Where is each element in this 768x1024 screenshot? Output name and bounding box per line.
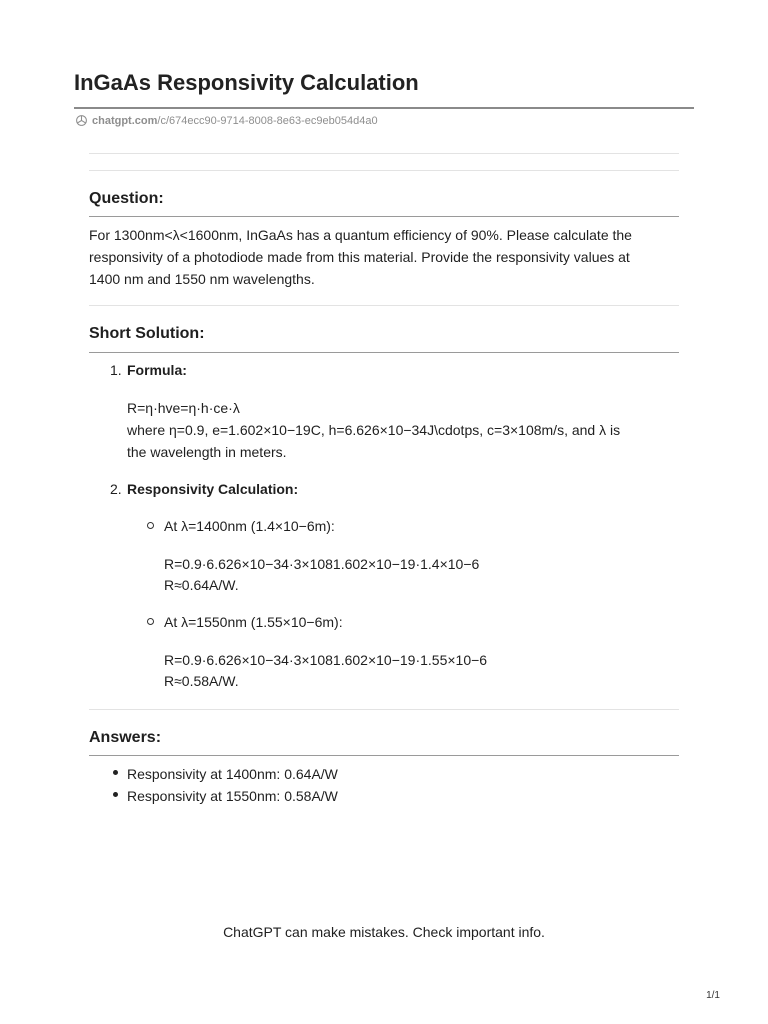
step-number: 1. xyxy=(110,362,122,378)
case-title: At λ=1400nm (1.4×10−6m): xyxy=(164,518,335,534)
chatgpt-logo-icon xyxy=(75,114,88,127)
step-number: 2. xyxy=(110,481,122,497)
formula: R=η·hve=η·h·ce·λ xyxy=(127,400,240,416)
source-link[interactable] xyxy=(75,114,378,127)
list-bullet xyxy=(147,522,154,529)
formula-where: where η=0.9, e=1.602×10−19C, h=6.626×10−34J\cdotps, c=3×108m/s, and λ is xyxy=(127,422,621,438)
step-label: Formula: xyxy=(127,362,187,378)
formula-where: the wavelength in meters. xyxy=(127,444,287,460)
source-path: /c/674ecc90-9714-8008-8e63-ec9eb054d4a0 xyxy=(157,114,378,127)
divider xyxy=(89,153,679,154)
source-domain: chatgpt.com xyxy=(92,114,158,127)
list-bullet xyxy=(147,618,154,625)
divider xyxy=(89,305,679,306)
step-label: Responsivity Calculation: xyxy=(127,481,299,497)
answers-heading: Answers: xyxy=(89,729,162,746)
page-number: 1/1 xyxy=(706,990,720,1001)
solution-heading-rule xyxy=(89,352,679,353)
case-title: At λ=1550nm (1.55×10−6m): xyxy=(164,614,343,630)
case-expression: R=0.9·6.626×10−34·3×1081.602×10−19·1.55×10−6 xyxy=(164,652,488,668)
title-divider xyxy=(74,107,694,109)
question-line: 1400 nm and 1550 nm wavelengths. xyxy=(89,271,315,287)
answer-item: Responsivity at 1400nm: 0.64A/W xyxy=(127,766,338,782)
divider xyxy=(89,709,679,710)
case-expression: R=0.9·6.626×10−34·3×1081.602×10−19·1.4×10−6 xyxy=(164,556,480,572)
question-heading: Question: xyxy=(89,190,164,207)
page-title: InGaAs Responsivity Calculation xyxy=(74,70,419,95)
divider xyxy=(89,170,679,171)
question-line: responsivity of a photodiode made from this material. Provide the responsivity values at xyxy=(89,249,630,265)
disclaimer-note: ChatGPT can make mistakes. Check important info. xyxy=(223,924,545,940)
question-line: For 1300nm<λ<1600nm, InGaAs has a quantum efficiency of 90%. Please calculate the xyxy=(89,227,632,243)
answer-item: Responsivity at 1550nm: 0.58A/W xyxy=(127,788,338,804)
case-result: R≈0.64A/W. xyxy=(164,577,239,593)
list-bullet xyxy=(113,792,118,797)
solution-heading: Short Solution: xyxy=(89,325,205,342)
list-bullet xyxy=(113,770,118,775)
question-heading-rule xyxy=(89,216,679,217)
case-result: R≈0.58A/W. xyxy=(164,673,239,689)
answers-heading-rule xyxy=(89,755,679,756)
